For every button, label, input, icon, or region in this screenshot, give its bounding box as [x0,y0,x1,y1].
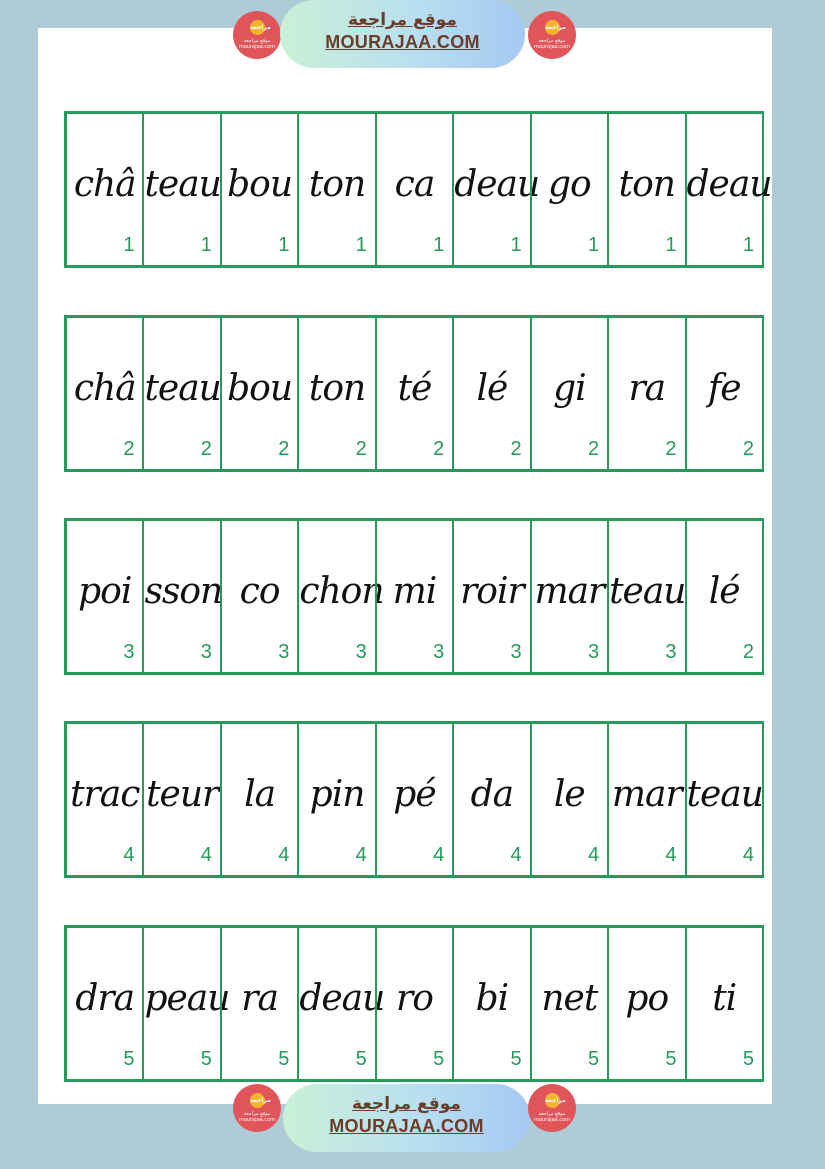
card-number: 4 [123,844,135,866]
syllable-text: teau [686,774,763,815]
syllable-card [685,724,764,875]
syllable-card [297,724,374,875]
syllable-card [530,521,607,672]
syllable-card [530,114,607,265]
syllable-text: sson [144,571,223,612]
syllable-text: pin [309,774,365,815]
card-number: 2 [510,438,522,460]
card-number: 1 [510,234,522,256]
syllable-card [64,318,142,469]
card-number: 4 [510,844,522,866]
syllable-text: peau [144,978,230,1019]
syllable-card [530,724,607,875]
card-number: 3 [123,641,135,663]
syllable-row [64,315,764,472]
syllable-card [375,318,452,469]
card-number: 1 [123,234,135,256]
card-number: 2 [200,438,212,460]
syllable-text: teur [146,774,219,815]
syllable-card [607,928,684,1079]
syllable-card [375,521,452,672]
card-number: 5 [742,1048,754,1070]
syllable-text: go [547,164,591,205]
syllable-card [297,521,384,672]
syllable-card [375,928,452,1079]
site-logo-badge[interactable] [528,11,576,59]
site-logo-badge[interactable] [233,11,281,59]
syllable-text: teau [144,368,221,409]
syllable-text: lé [708,571,740,612]
logo-icon: مراجعة [545,20,560,35]
syllable-card [142,724,219,875]
badge-label: موقع مراجعة mourajaa.com [238,38,275,50]
syllable-text: mar [534,571,605,612]
syllable-text: co [239,571,280,612]
syllable-text: gi [553,368,586,409]
syllable-card [452,928,529,1079]
syllable-text: fe [707,368,741,409]
syllable-text: châ [73,368,136,409]
card-number: 2 [587,438,600,460]
syllable-card [607,521,684,672]
card-number: 4 [278,844,290,866]
syllable-card [607,318,684,469]
card-number: 1 [278,234,290,256]
syllable-text: ti [712,978,737,1019]
card-number: 2 [123,438,135,460]
card-number: 1 [433,234,445,256]
card-number: 3 [510,641,522,663]
syllable-row [64,925,764,1082]
syllable-text: dra [75,978,135,1019]
card-number: 3 [587,641,600,663]
syllable-card [220,928,297,1079]
syllable-card [64,724,142,875]
card-number: 5 [665,1048,677,1070]
site-name-latin[interactable]: MOURAJAA.COM [325,32,480,52]
card-number: 5 [278,1048,290,1070]
site-logo-badge[interactable] [528,1084,576,1132]
syllable-text: teau [609,571,686,612]
syllable-text: té [397,368,432,409]
badge-label: موقع مراجعة mourajaa.com [533,1111,570,1123]
syllable-card [685,318,764,469]
syllable-card [220,114,297,265]
syllable-card [375,114,452,265]
logo-icon: مراجعة [545,1093,560,1108]
syllable-text: net [541,978,598,1019]
card-number: 5 [355,1048,367,1070]
syllable-card [220,521,297,672]
syllable-card [297,114,374,265]
syllable-text: ra [241,978,278,1019]
card-number: 2 [742,641,754,663]
syllable-card [530,318,607,469]
card-number: 5 [587,1048,600,1070]
syllable-text: lé [476,368,508,409]
site-banner-top[interactable] [280,0,525,68]
syllable-text: ton [308,164,366,205]
syllable-card [142,928,230,1079]
syllable-card [220,724,297,875]
syllable-text: da [470,774,514,815]
badge-label: موقع مراجعة mourajaa.com [238,1111,275,1123]
card-number: 1 [742,234,754,256]
site-banner-bottom[interactable] [283,1084,530,1152]
site-name-arabic: موقع مراجعة [348,10,457,30]
card-number: 1 [200,234,212,256]
card-number: 4 [665,844,677,866]
syllable-card [64,928,142,1079]
syllable-card [142,318,219,469]
syllable-text: teau [144,164,221,205]
card-number: 3 [355,641,367,663]
syllable-text: chon [299,571,384,612]
syllable-row [64,111,772,268]
card-number: 5 [200,1048,212,1070]
syllable-card [530,928,607,1079]
syllable-card [64,521,142,672]
syllable-text: mi [392,571,437,612]
syllable-card [297,928,385,1079]
syllable-text: pé [393,774,436,815]
syllable-card [452,724,529,875]
syllable-card [142,114,219,265]
logo-icon: مراجعة [250,20,265,35]
syllable-text: ra [628,368,666,409]
syllable-row [64,721,764,878]
card-number: 5 [123,1048,135,1070]
card-number: 1 [587,234,600,256]
card-number: 3 [433,641,445,663]
syllable-card [452,521,529,672]
card-number: 2 [433,438,445,460]
syllable-text: ton [618,164,675,205]
card-number: 5 [433,1048,445,1070]
badge-label: موقع مراجعة mourajaa.com [533,38,570,50]
syllable-card [142,521,223,672]
card-number: 2 [742,438,754,460]
syllable-text: châ [73,164,136,205]
syllable-text: mar [611,774,682,815]
syllable-text: ca [394,164,435,205]
site-name-latin[interactable]: MOURAJAA.COM [329,1116,484,1136]
card-number: 3 [278,641,290,663]
syllable-card [452,318,529,469]
card-number: 1 [355,234,367,256]
card-number: 1 [665,234,677,256]
card-number: 4 [742,844,754,866]
syllable-text: deau [299,978,385,1019]
syllable-card [607,114,684,265]
card-number: 3 [200,641,212,663]
syllable-text: deau [454,164,540,205]
syllable-text: trac [70,774,140,815]
syllable-card [685,521,764,672]
syllable-text: bi [475,978,509,1019]
card-number: 4 [587,844,600,866]
card-number: 4 [433,844,445,866]
syllable-card [607,724,684,875]
syllable-card [685,928,764,1079]
syllable-text: bou [227,164,293,205]
syllable-text: ro [396,978,433,1019]
syllable-text: po [625,978,669,1019]
card-number: 4 [355,844,367,866]
syllable-card [297,318,374,469]
card-number: 4 [200,844,212,866]
site-logo-badge[interactable] [233,1084,281,1132]
syllable-text: poi [78,571,132,612]
syllable-card [64,114,142,265]
syllable-text: deau [686,164,772,205]
card-number: 5 [510,1048,522,1070]
syllable-card [452,114,540,265]
syllable-text: roir [460,571,524,612]
card-number: 2 [278,438,290,460]
card-number: 2 [665,438,677,460]
syllable-text: le [553,774,585,815]
syllable-card [220,318,297,469]
syllable-row [64,518,764,675]
site-name-arabic: موقع مراجعة [352,1094,461,1114]
logo-icon: مراجعة [250,1093,265,1108]
syllable-text: bou [227,368,293,409]
syllable-text: ton [308,368,366,409]
card-number: 3 [665,641,677,663]
syllable-text: la [244,774,276,815]
card-number: 2 [355,438,367,460]
syllable-card [685,114,772,265]
syllable-card [375,724,452,875]
